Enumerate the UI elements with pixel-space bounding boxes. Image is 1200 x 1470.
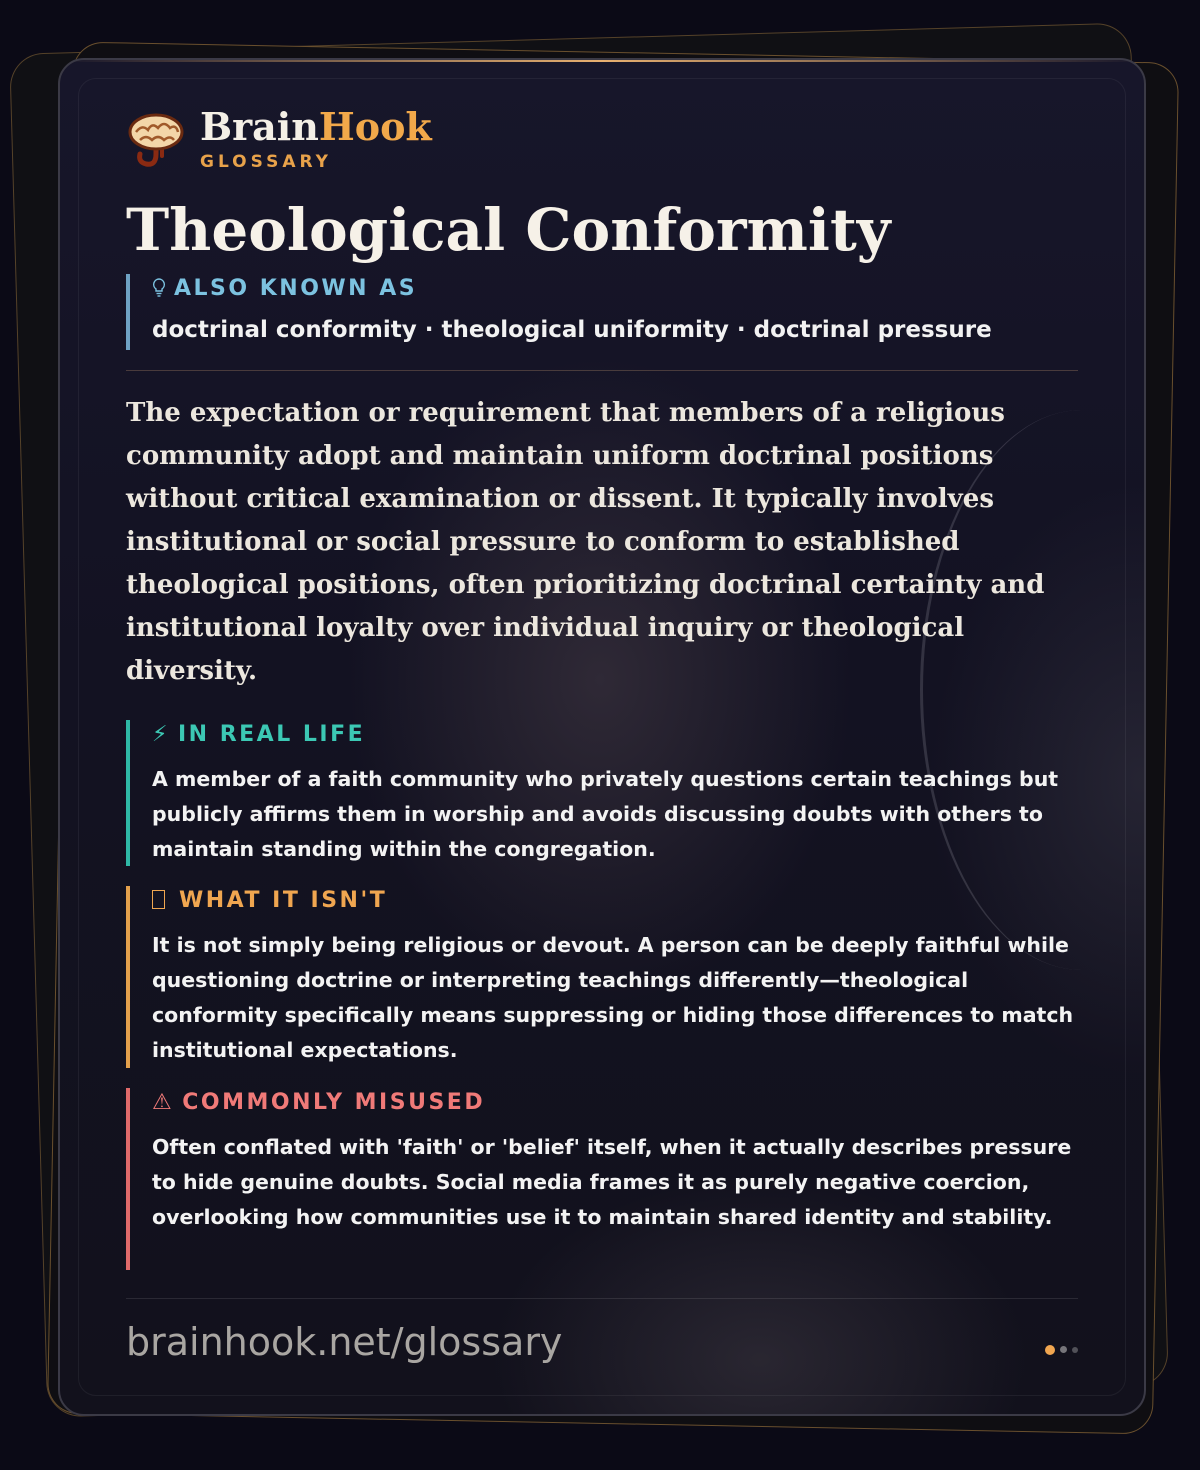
in-real-life-text: A member of a faith community who privately questions certain teachings but publicly affirms them in worship and avoids discussing doubts with others to maintain standing within the congregation. (152, 767, 1059, 861)
brain-hook-icon (126, 110, 186, 170)
page-dot[interactable] (1060, 1346, 1067, 1353)
footer-url-link[interactable]: brainhook.net/glossary (126, 1320, 563, 1364)
definition-text: The expectation or requirement that members of a religious community adopt and maintain uniform doctrinal positions without critical examination or dissent. It typically involves institutional or social pressure to conform to established theological positions, often prioritizing doctrinal certainty and institutional loyalty over individual inquiry or theological diversity. (126, 398, 1045, 686)
in-real-life-label: IN REAL LIFE (177, 722, 366, 747)
what-it-isnt-text: It is not simply being religious or devout. A person can be deeply faithful while questioning doctrine or interpreting teachings differently—theological conformity specifically means suppressing or hiding those differences to match institutional expectations. (152, 933, 1074, 1062)
commonly-misused-section (126, 1088, 1078, 1270)
brand-subtitle: GLOSSARY (200, 152, 332, 172)
warning-icon: ⚠ (152, 1090, 175, 1115)
commonly-misused-label: COMMONLY MISUSED (182, 1090, 486, 1115)
missing-glyph-icon (152, 890, 165, 909)
what-it-isnt-heading (152, 886, 1078, 916)
page-dot[interactable] (1072, 1347, 1078, 1353)
footer-divider (126, 1298, 1078, 1299)
lightbulb-icon (152, 278, 166, 298)
commonly-misused-text: Often conflated with 'faith' or 'belief' itself, when it actually describes pressure to hide genuine doubts. Social media frames it as purely negative coercion, overlooking how communities use it to maintain shared identity and stability. (152, 1135, 1072, 1229)
lightning-icon: ⚡ (152, 722, 170, 747)
term-title: Theological Conformity (126, 196, 891, 264)
what-it-isnt-label: WHAT IT ISN'T (179, 888, 388, 913)
also-known-as-label: ALSO KNOWN AS (174, 276, 418, 301)
page-indicator[interactable] (1040, 1339, 1078, 1349)
also-known-as-section (126, 274, 1066, 350)
brand-name: BrainHook (200, 104, 432, 149)
glossary-card (58, 58, 1146, 1416)
commonly-misused-heading (152, 1088, 1078, 1118)
in-real-life-heading (152, 720, 1078, 750)
what-it-isnt-section (126, 886, 1078, 1068)
also-known-as-values: doctrinal conformity · theological uniformity · doctrinal pressure (152, 317, 992, 343)
also-known-as-heading (152, 274, 1066, 304)
in-real-life-section (126, 720, 1078, 866)
page-dot-active[interactable] (1045, 1345, 1055, 1355)
divider (126, 370, 1078, 371)
